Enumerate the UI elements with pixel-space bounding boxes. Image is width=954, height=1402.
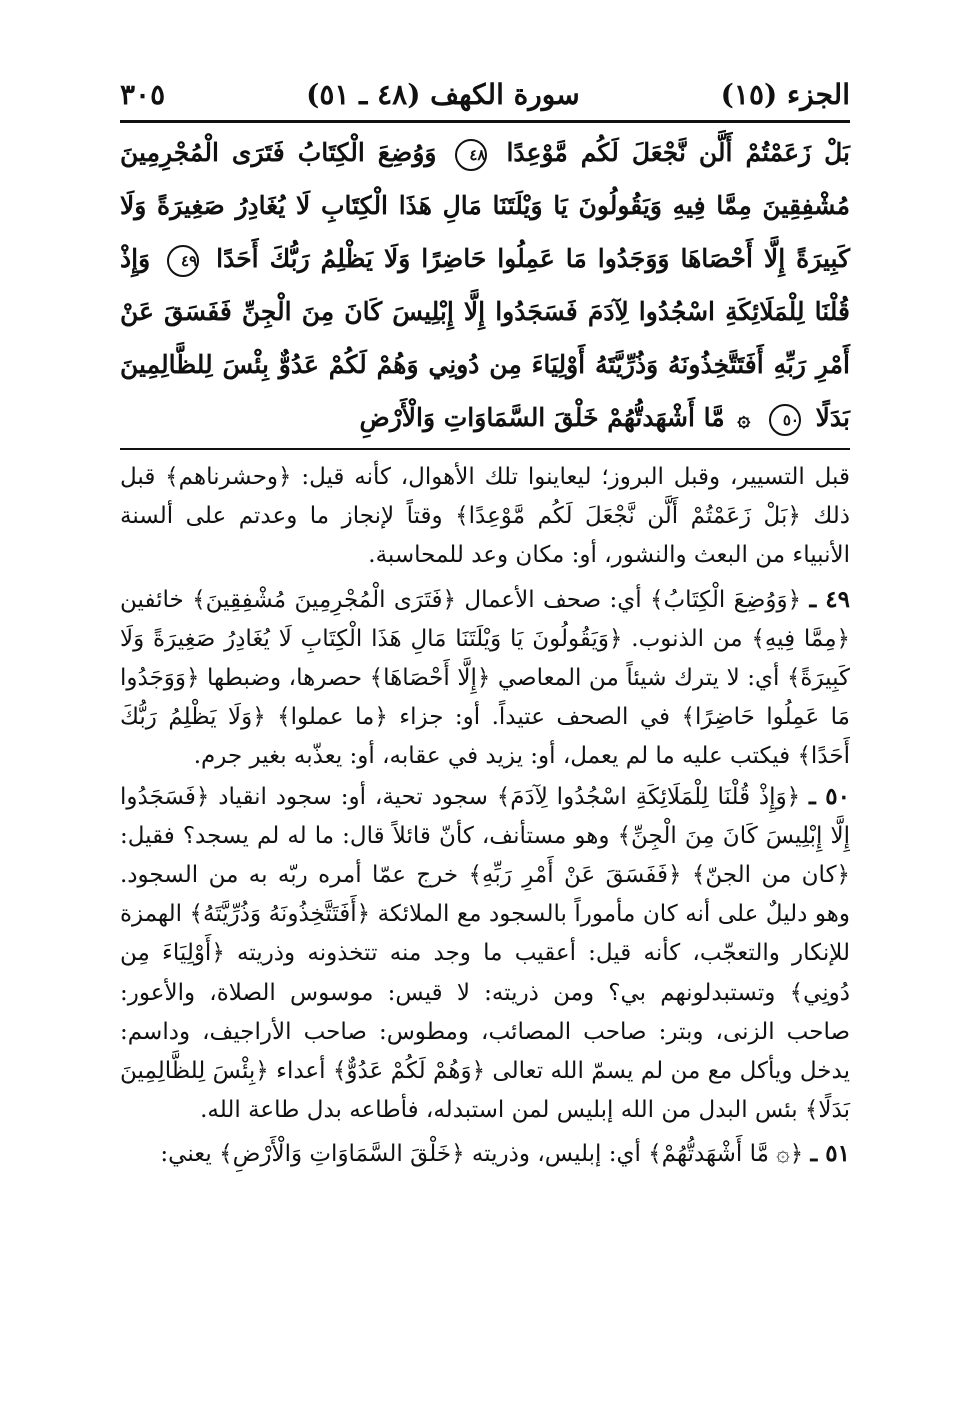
juz-label: الجزء (١٥) [720,77,850,111]
page-header [120,70,850,118]
page-number: ٣٠٥ [120,77,166,111]
tafsir-paragraph [120,777,850,1131]
verse-end-marker-48: ٤٨ [455,139,487,171]
tafsir-paragraph [120,458,850,576]
verse-number: ٤٩ ـ [809,585,850,613]
verse-51-text: مَّا أَشْهَدتُّهُمْ خَلْقَ السَّمَاوَاتِ وَالْأَرْضِ [359,403,725,432]
tafsir-text: ﴿وَإِذْ قُلْنَا لِلْمَلَائِكَةِ اسْجُدُوا لِآدَمَ﴾ سجود تحية، أو: سجود انقياد ﴿فَسَجَدُوا إِلَّا إِبْلِيسَ كَانَ مِنَ الْجِنِّ﴾ وهو مستأنف، كأنّ قائلاً قال: ما له لم يسجد؟ فقيل: ﴿كان من الجنّ﴾ ﴿فَفَسَقَ عَنْ أَمْرِ رَبِّهِ﴾ خرج عمّا أمره ربّه به من السجود. وهو دليلٌ على أنه كان مأموراً بالسجود مع الملائكة ﴿أَفَتَتَّخِذُونَهُ وَذُرِّيَّتَهُ﴾ الهمزة للإنكار والتعجّب، كأنه قيل: أعقيب ما وجد منه تتخذونه وذريته ﴿أَوْلِيَاءَ مِن دُونِي﴾ وتستبدلونهم بي؟ ومن ذريته: لا قيس: موسوس الصلاة، والأعور: صاحب الزنى، وبتر: صاحب المصائب، ومطوس: صاحب الأراجيف، وداسم: يدخل ويأكل مع من لم يسمّ الله تعالى ﴿وَهُمْ لَكُمْ عَدُوٌّ﴾ أعداء ﴿بِئْسَ لِلظَّالِمِينَ بَدَلًا﴾ بئس البدل من الله إبليس لمن استبدله، فأطاعه بدل طاعة الله. [120,783,850,1124]
verse-end-marker-49: ٤٩ [167,245,199,277]
verse-end-marker-50: ٥٠ [769,404,801,436]
verse-49-text: وَوُضِعَ الْكِتَابُ فَتَرَى الْمُجْرِمِينَ مُشْفِقِينَ مِمَّا فِيهِ وَيَقُولُونَ يَا وَيْلَتَنَا مَالِ هَذَا الْكِتَابِ لَا يُغَادِرُ صَغِيرَةً وَلَا كَبِيرَةً إِلَّا أَحْصَاهَا وَوَجَدُوا مَا عَمِلُوا حَاضِرًا وَلَا يَظْلِمُ رَبُّكَ أَحَدًا [120,138,850,273]
tafsir-paragraph [120,1134,850,1174]
tafsir-text: ﴿۞ مَّا أَشْهَدتُّهُمْ﴾ أي: إبليس، وذريته ﴿خَلْقَ السَّمَاوَاتِ وَالْأَرْضِ﴾ يعني: [160,1141,804,1168]
verse-number: ٥٠ ـ [809,782,851,810]
surah-title: سورة الكهف (٤٨ ـ ٥١) [306,77,580,111]
tafsir-text: ﴿وَوُضِعَ الْكِتَابُ﴾ أي: صحف الأعمال ﴿فَتَرَى الْمُجْرِمِينَ مُشْفِقِينَ﴾ خائفين ﴿مِمَّا فِيهِ﴾ من الذنوب. ﴿وَيَقُولُونَ يَا وَيْلَتَنَا مَالِ هَذَا الْكِتَابِ لَا يُغَادِرُ صَغِيرَةً وَلَا كَبِيرَةً﴾ أي: لا يترك شيئاً من المعاصي ﴿إِلَّا أَحْصَاهَا﴾ حصرها، وضبطها ﴿وَوَجَدُوا مَا عَمِلُوا حَاضِرًا﴾ في الصحف عتيداً. أو: جزاء ﴿ما عملوا﴾ ﴿وَلَا يَظْلِمُ رَبُّكَ أَحَدًا﴾ فيكتب عليه ما لم يعمل، أو: يزيد في عقابه، أو: يعذّبه بغير جرم. [120,586,850,770]
verse-number: ٥١ ـ [810,1140,850,1168]
tafsir-block [120,458,850,1288]
rub-hizb-icon: ۞ [737,406,751,432]
section-divider [120,448,850,450]
quran-text-block [120,126,850,444]
tafsir-text: قبل التسيير، وقبل البروز؛ ليعاينوا تلك الأهوال، كأنه قيل: ﴿وحشرناهم﴾ قبل ذلك ﴿بَلْ زَعَمْتُمْ أَلَّن نَّجْعَلَ لَكُم مَّوْعِدًا﴾ وقتاً لإنجاز ما وعدتم على ألسنة الأنبياء من البعث والنشور، أو: مكان وعد للمحاسبة. [120,464,850,569]
header-rule [120,120,850,123]
verse-48-text: بَلْ زَعَمْتُمْ أَلَّن نَّجْعَلَ لَكُم مَّوْعِدًا [506,138,850,167]
tafsir-paragraph [120,580,850,777]
verse-50-text: وَإِذْ قُلْنَا لِلْمَلَائِكَةِ اسْجُدُوا لِآدَمَ فَسَجَدُوا إِلَّا إِبْلِيسَ كَانَ مِنَ الْجِنِّ فَفَسَقَ عَنْ أَمْرِ رَبِّهِ أَفَتَتَّخِذُونَهُ وَذُرِّيَّتَهُ أَوْلِيَاءَ مِن دُونِي وَهُمْ لَكُمْ عَدُوٌّ بِئْسَ لِلظَّالِمِينَ بَدَلًا [120,244,850,432]
